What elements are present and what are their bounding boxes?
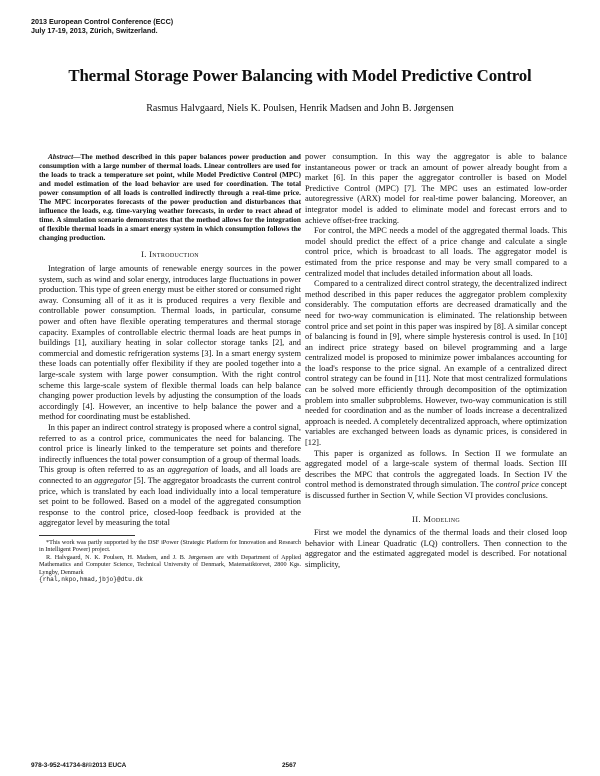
section-heading-modeling xyxy=(305,514,567,525)
left-column xyxy=(39,152,301,583)
conference-name: 2013 European Control Conference (ECC) xyxy=(31,17,174,26)
text-run: concept is discussed further in Section V, while Section VI provides conclusions. xyxy=(305,480,568,500)
abstract-lead: Abstract xyxy=(48,152,74,161)
footnotes xyxy=(39,539,301,583)
page-number: 2567 xyxy=(282,762,297,769)
modeling-paragraph-1: First we model the dynamics of the thermal loads and their closed loop behavior with Linear Quadratic (LQ) controllers. Then connection to the aggregator and the estimated aggregated model is described. For notational simplicity, xyxy=(305,528,567,569)
section-number: I. xyxy=(141,249,147,260)
text-run: This paper is organized as follows. In Section II we formulate an aggregated model of a large-scale system of thermal loads. Section III describes the MPC that controls the aggregated loads. In Section IV the control method is demonstrated through simulation. The xyxy=(305,448,567,490)
right-paragraph-4 xyxy=(305,449,567,502)
right-column xyxy=(305,152,567,571)
paper-title: Thermal Storage Power Balancing with Model Predictive Control xyxy=(68,66,532,85)
intro-paragraph-2 xyxy=(39,423,301,529)
emphasis: aggregator xyxy=(94,475,132,485)
footnote-divider xyxy=(39,535,135,536)
isbn-copyright: 978-3-952-41734-8/©2013 EUCA xyxy=(31,762,127,769)
section-title: Introduction xyxy=(149,249,199,260)
section-title: Modeling xyxy=(423,513,460,524)
footnote-funding: *This work was partly supported by the DSF iPower (Strategic Platform for Innovation and Research in Intelligent Power) project. xyxy=(39,538,301,554)
conference-date-location: July 17-19, 2013, Zürich, Switzerland. xyxy=(31,26,158,35)
footnote-affiliation: R. Halvgaard, N. K. Poulsen, H. Madsen, and J. B. Jørgensen are with Department of Applied Mathematics and Computer Science, Technical University of Denmark, Matematiktorvet, 2800 Kgs. Lyngby, Denmark xyxy=(39,553,301,576)
intro-paragraph-1: Integration of large amounts of renewable energy sources in the power system, such as wind and solar energy, introduces large fluctuations in power production. This type of green energy must be either stored or consumed right away. Consuming all of it as it is produced requires a very flexible and controllable power consumption. Thermal loads, in particular, consume power and often have flexible operating temperatures and thermal storage capacity. Examples of controllable electric thermal loads are heat pumps in buildings [1], auxiliary heating in solar collector storage tanks [2], and commercial and domestic refrigeration systems [3]. In a smart energy system these loads can potentially offer flexibility if they are pooled together into a large-scale system with large power consumption. With the right control scheme this large-scale system of flexible thermal loads can help balance changing power production levels by adjusting the consumption of the loads accordingly [4]. However, an incentive to help balance the power and a method for coordinating must be established. xyxy=(39,264,301,422)
section-number: II. xyxy=(412,513,421,524)
text-run: In this paper an indirect control strategy is proposed where a control signal, referred to as a control price, communicates the need for balancing. The control price is linearly linked to the temperature set points and therefore indirectly influences the total power consumption of a group of thermal loads. This group is often referred to as an xyxy=(39,422,301,475)
emphasis: aggregation xyxy=(167,465,209,475)
right-paragraph-2: For control, the MPC needs a model of the aggregated thermal loads. This model should predict the effect of a price change and calculate a single control price, which is broadcast to all loads. The aggregator model is estimated from the price response and may be very small compared to a centralized model that includes detailed information about all loads. xyxy=(305,226,567,278)
right-paragraph-3: Compared to a centralized direct control strategy, the decentralized indirect method described in this paper reduces the aggregator problem complexity considerably. The computation efforts are decreased dramatically and the need for two-way communication is eliminated. The relationship between control price and set point in this paper was inspired by [8]. A similar concept of balancing is found in [9], where simple hysteresis control is used. In [10] an indirect price strategy based on bilevel programming and a large centralized model is proposed to minimize power imbalances accounting for the load's response to the price signal. An example of a centralized direct control strategy can be found in [11]. Note that most centralized formulations can be solved more efficiently through decomposition of the optimization problem into smaller subproblems. However, two-way communication is still needed for coordination and as the number of loads increase a decentralized approach is needed. A completely decentralized approach, where optimization variables are exchanged between loads as dynamic prices, is considered in [12]. xyxy=(305,279,567,448)
footnote-emails: {rhal,nkpo,hmad,jbjo}@dtu.dk xyxy=(39,575,143,583)
text-run: of loads, and all loads are connected to an xyxy=(39,465,301,485)
conference-header xyxy=(31,17,173,35)
right-paragraph-1: power consumption. In this way the aggregator is able to balance instantaneous power or track an amount of power already bought from a market [6]. In this paper the aggregator controller is based on Model Predictive Control (MPC) [7]. The MPC uses an estimated low-order autoregressive (ARX) model for real-time power balancing. Moreover, an integrator model is added to eliminate model and forecast errors and to achieve offset-free tracking. xyxy=(305,152,567,225)
abstract xyxy=(39,152,301,242)
text-run: [5]. The aggregator broadcasts the current control price, which is translated by each load individually into a local temperature set point to be followed. Based on a model of the aggregated consumption response to the control price, closed-loop feedback is provided at the aggregator level by measuring the total xyxy=(39,475,301,528)
section-heading-introduction xyxy=(39,249,301,260)
emphasis: control price xyxy=(495,480,539,490)
abstract-text: —The method described in this paper balances power production and consumption with a large number of thermal loads. Linear controllers are used for the loads to track a temperature set point, while Model Predictive Control (MPC) and model estimation of the load behavior are used for coordination. The total power consumption of all loads is controlled indirectly through a real-time price. The MPC incorporates forecasts of the power production and disturbances that influence the loads, e.g. time-varying weather forecasts, in order to react ahead of time. A simulation scenario demonstrates that the method allows for the integration of flexible thermal loads in a smart energy system in which consumption follows the changing production. xyxy=(39,152,301,243)
author-list: Rasmus Halvgaard, Niels K. Poulsen, Henrik Madsen and John B. Jørgensen xyxy=(146,103,454,114)
